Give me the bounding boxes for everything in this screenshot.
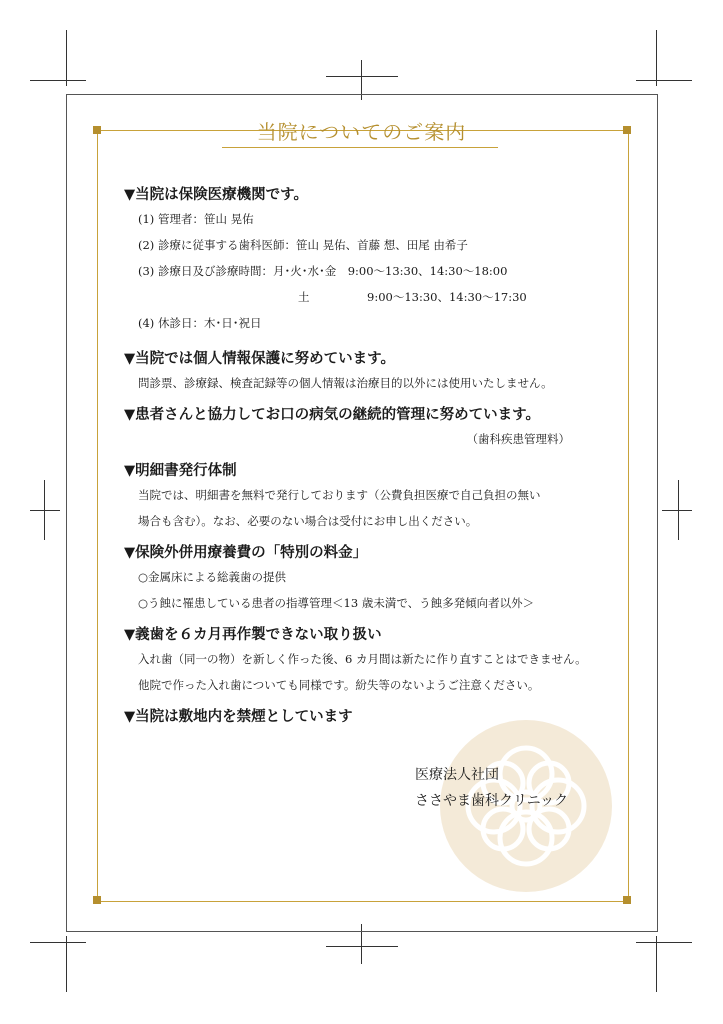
section-no-smoking: [124, 706, 614, 728]
section-line: 場合も含む）。なお、必要のない場合は受付にお申し出ください。: [138, 514, 478, 528]
section-dentures: [124, 624, 614, 698]
crop-mark: [30, 510, 60, 511]
crop-mark: [30, 942, 86, 943]
section-line: (1) 管理者：笹山 晃佑: [138, 212, 254, 226]
crop-mark: [66, 936, 67, 992]
crop-mark: [326, 76, 398, 77]
crop-mark: [66, 30, 67, 86]
section-heading: ▼患者さんと協力してお口の病気の継続的管理に努めています。: [124, 406, 540, 423]
signature-block: [415, 762, 568, 814]
section-heading: ▼保険外併用療養費の「特別の料金」: [124, 544, 368, 561]
section-line: (2) 診療に従事する歯科医師：笹山 晃佑、首藤 想、田尾 由希子: [138, 238, 468, 252]
section-line: 土 9:00～13:30、14:30～17:30: [298, 290, 527, 304]
crop-mark: [636, 942, 692, 943]
section-receipt: [124, 460, 614, 534]
section-line: 入れ歯（同一の物）を新しく作った後、6 カ月間は新たに作り直すことはできません。: [138, 652, 587, 666]
notice-content: [124, 184, 614, 728]
section-heading: ▼当院では個人情報保護に努めています。: [124, 350, 395, 367]
signature-clinic-name: ささやま歯科クリニック: [415, 793, 569, 809]
title-underline: [222, 147, 498, 148]
section-line: (4) 休診日：木･日･祝日: [138, 316, 262, 330]
signature-organization: 医療法人社団: [415, 767, 499, 783]
section-special-fee: [124, 542, 614, 616]
section-line: （歯科疾患管理料）: [466, 432, 570, 446]
section-management: [124, 404, 614, 452]
crop-mark: [326, 946, 398, 947]
crop-mark: [636, 80, 692, 81]
section-insurance: [124, 184, 614, 334]
crop-mark: [656, 30, 657, 86]
frame-corner: [623, 896, 631, 904]
section-line: 当院では、明細書を無料で発行しております（公費負担医療で自己負担の無い: [138, 488, 541, 502]
section-line: ○金属床による総義歯の提供: [138, 570, 287, 584]
section-line: 問診票、診療録、検査記録等の個人情報は治療目的以外には使用いたしません。: [138, 376, 553, 390]
section-privacy: [124, 348, 614, 396]
section-heading: ▼明細書発行体制: [124, 462, 237, 479]
frame-corner: [93, 896, 101, 904]
crop-mark: [662, 510, 692, 511]
section-heading: ▼当院は敷地内を禁煙としています: [124, 708, 353, 725]
section-line: (3) 診療日及び診療時間：月･火･水･金 9:00～13:30、14:30～18:00: [138, 264, 508, 278]
section-heading: ▼当院は保険医療機関です。: [124, 186, 308, 203]
page-title: 当院についてのご案内: [256, 120, 467, 144]
section-line: 他院で作った入れ歯についても同様です。紛失等のないようご注意ください。: [138, 678, 540, 692]
section-line: ○う蝕に罹患している患者の指導管理＜13 歳未満で、う蝕多発傾向者以外＞: [138, 596, 535, 610]
crop-mark: [30, 80, 86, 81]
section-heading: ▼義歯を６カ月再作製できない取り扱い: [124, 626, 382, 643]
crop-mark: [656, 936, 657, 992]
